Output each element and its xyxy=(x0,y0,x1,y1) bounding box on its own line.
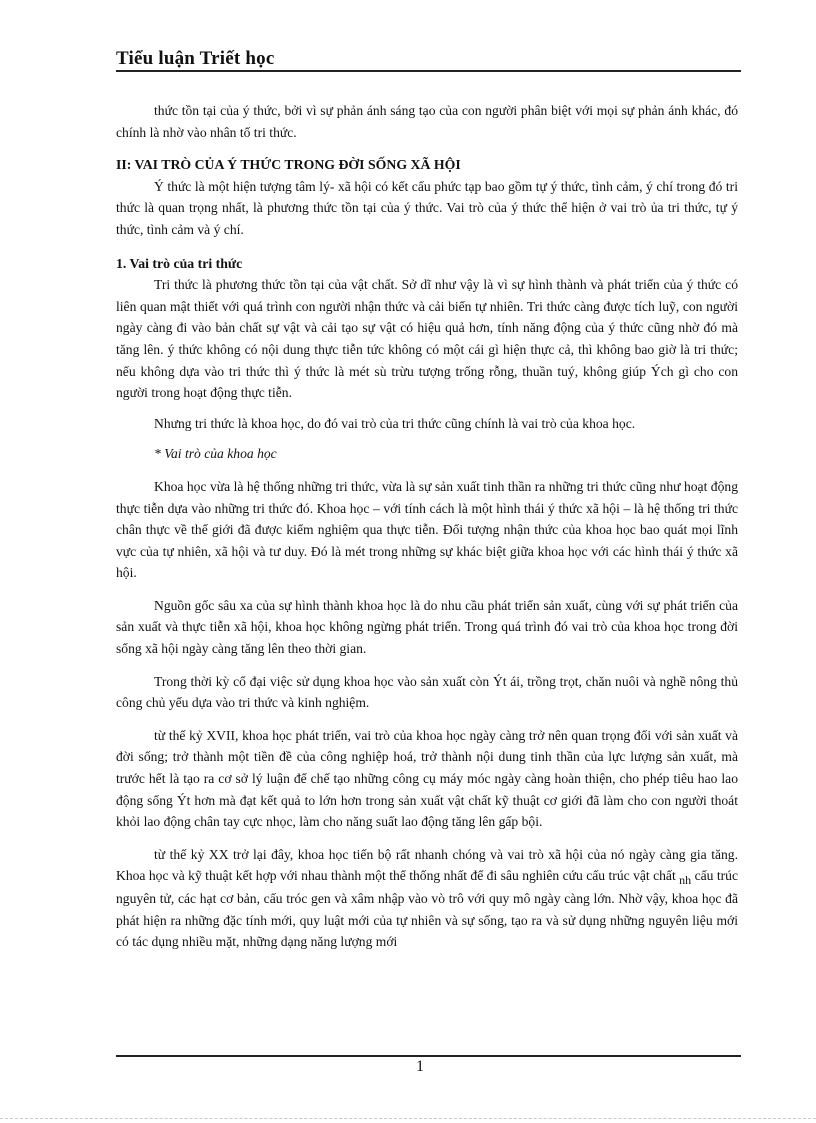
paragraph-9-part-a: từ thế kỷ XX trở lại đây, khoa học tiến bộ rất nhanh chóng và vai trò xã hội của nó ngày càng gia tăng. Khoa học và kỹ thuật kết hợp với nhau thành một thể thống nhất để đi sâu nghiên cứu cấu trúc vật chất xyxy=(116,846,738,884)
paragraph-5: Khoa học vừa là hệ thống những tri thức, vừa là sự sản xuất tinh thần ra những tri thức cũng như hoạt động thực tiễn dựa vào những tri thức đó. Khoa học – với tính cách là một hình thái ý thức xã hội – là hệ thống tri thức chân thực về thế giới đã được kiểm nghiệm qua thực tiễn. Đối tượng nhận thức của khoa học bao quát mọi lĩnh vực của tự nhiên, xã hội và tư duy. Đó là mét trong những sự khác biệt giữa khoa học với các hình thái ý thức xã hội. xyxy=(116,478,738,581)
inline-mark: nh xyxy=(679,873,692,888)
paragraph-8: từ thế kỷ XVII, khoa học phát triển, vai trò của khoa học ngày càng trở nên quan trọng đối với sản xuất và đời sống; trở thành một tiền đề của công nghiệp hoá, trở thành nội dung tinh thần của lực lượng sản xuất, mà trước hết là tạo ra cơ sở lý luận để chế tạo những công cụ máy móc ngày càng hoàn thiện, cho phép tiêu hao lao động sống Ýt hơn mà đạt kết quả to lớn hơn trong sản xuất vật chất kỹ thuật cơ giới đã làm cho con người thoát khỏi lao động chân tay cực nhọc, làm cho năng suất lao động tăng lên gấp bội. xyxy=(116,727,738,830)
paragraph-2: Ý thức là một hiện tượng tâm lý- xã hội có kết cấu phức tạp bao gồm tự ý thức, tình cảm, ý chí trong đó tri thức là quan trọng nhất, là phương thức tồn tại của ý thức. Vai trò của ý thức thể hiện ở vai trò ủa tri thức, tự ý thức, tình cảm và ý chí. xyxy=(116,178,738,237)
header-rule xyxy=(116,70,741,72)
sub-heading: 1. Vai trò của tri thức xyxy=(116,255,243,271)
section-heading: II: VAI TRÒ CỦA Ý THỨC TRONG ĐỜI SỐNG XÃ HỘI xyxy=(116,157,461,173)
document-body xyxy=(116,100,738,953)
page-number: 1 xyxy=(416,1058,424,1075)
paragraph-1: thức tồn tại của ý thức, bởi vì sự phản ánh sáng tạo của con người phân biệt với mọi sự phản ánh khác, đó chính là nhờ vào nhân tố tri thức. xyxy=(116,103,738,140)
italic-note: * Vai trò của khoa học xyxy=(154,446,277,462)
paragraph-9 xyxy=(116,844,738,953)
paragraph-3: Tri thức là phương thức tồn tại của vật chất. Sở dĩ như vậy là vì sự hình thành và phát triển của ý thức có liên quan mật thiết với quá trình con người nhận thức và cải biến tự nhiên. Tri thức càng được tích luỹ, con người ngày càng đi vào bản chất sự vật và cải tạo sự vật có hiệu quả hơn, tính năng động của ý thức cũng nhờ đó mà tăng lên. ý thức không có nội dung thực tiễn tức không có một cái gì hiện thực cả, thì không bao giờ là tri thức; nếu không dựa vào tri thức thì ý thức là mét sù trừu tượng trống rỗng, thuần tuý, không giúp Ých gì cho con người trong hoạt động thực tiễn. xyxy=(116,277,738,401)
paragraph-6: Nguồn gốc sâu xa của sự hình thành khoa học là do nhu cầu phát triển sản xuất, cùng với sự phát triển của sản xuất và thực tiễn xã hội, khoa học không ngừng phát triển. Trong quá trình đó vai trò của khoa học trong đời sống xã hội ngày càng tăng lên theo thời gian. xyxy=(116,597,738,657)
header-title: Tiểu luận Triết học xyxy=(116,48,275,69)
paragraph-9-part-b: cấu trúc nguyên tử, các hạt cơ bản, cấu tróc gen và xâm nhập vào vò trô với quy mô ngày càng lớn. Nhờ vậy, khoa học đã phát hiện ra những đặc tính mới, quy luật mới của tự nhiên và sự sống, tạo ra và sử dụng những nguyên liệu mới có tác dụng nhiều mặt, những dạng năng lượng mới xyxy=(116,868,738,950)
footer-rule xyxy=(116,1055,741,1057)
page-edge xyxy=(0,1118,816,1119)
paragraph-4: Nhưng tri thức là khoa học, do đó vai trò của tri thức cũng chính là vai trò của khoa học. xyxy=(154,415,636,431)
paragraph-7: Trong thời kỳ cổ đại việc sử dụng khoa học vào sản xuất còn Ýt ái, trồng trọt, chăn nuôi và nghề nông thủ công chủ yếu dựa vào tri thức và kinh nghiệm. xyxy=(116,673,738,711)
